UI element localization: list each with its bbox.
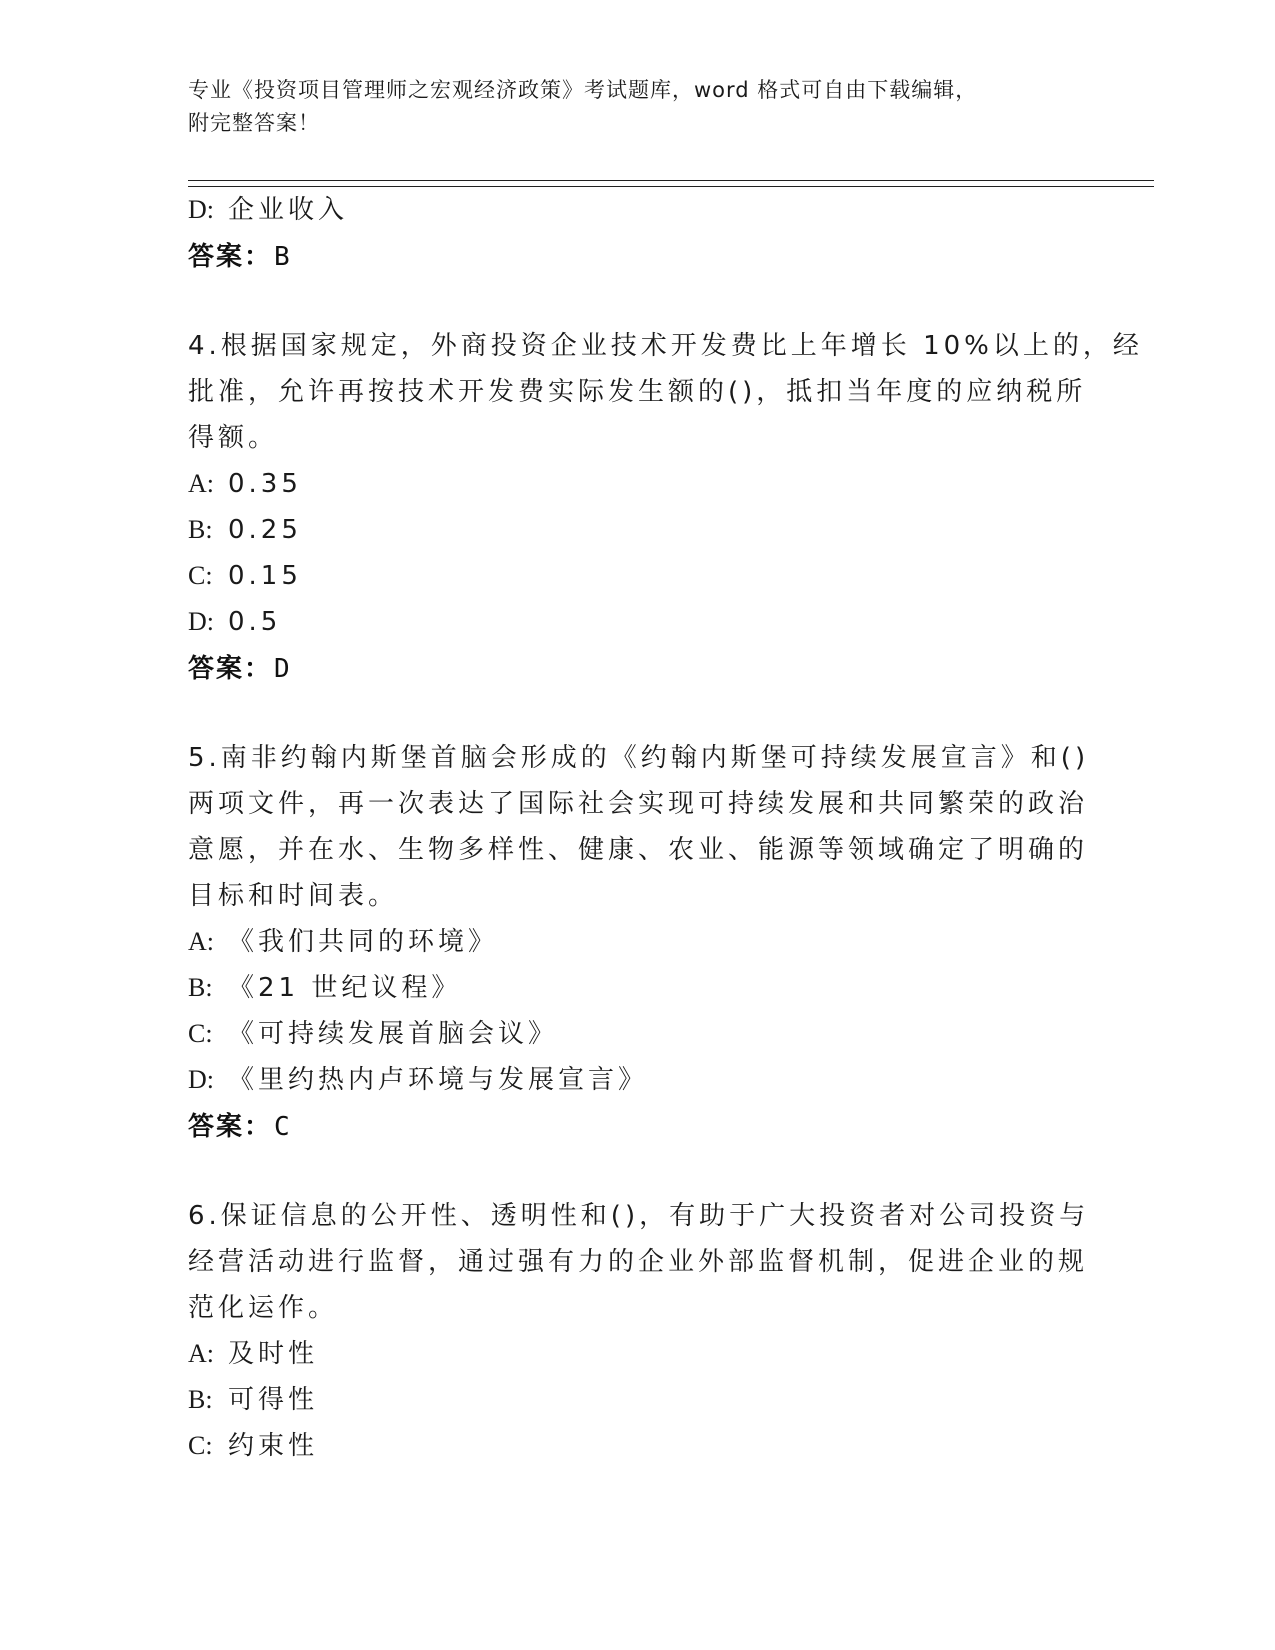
question-text-line: 目标和时间表。	[188, 881, 399, 911]
option-text: 《可持续发展首脑会议》	[228, 1019, 559, 1049]
option-key: D:	[188, 195, 214, 224]
question-text-line: 范化运作。	[188, 1293, 339, 1323]
option-key: A:	[188, 1339, 214, 1368]
option-d	[188, 1057, 1088, 1103]
option-key: C:	[188, 1431, 213, 1460]
option-text: 企业收入	[228, 195, 349, 225]
document-header	[188, 74, 1088, 140]
question-4	[188, 323, 1143, 691]
option-text: 约束性	[228, 1431, 319, 1461]
header-divider-top	[188, 180, 1154, 181]
question-text-line: 批准，允许再按技术开发费实际发生额的()，抵扣当年度的应纳税所	[188, 377, 1087, 407]
option-text: 0.25	[228, 515, 302, 545]
question-content	[188, 187, 1143, 1469]
option-key: A:	[188, 469, 214, 498]
answer-label: 答案：	[188, 241, 273, 271]
answer-label: 答案：	[188, 1111, 273, 1141]
answer-value: B	[274, 242, 292, 272]
spacer	[188, 1149, 1088, 1193]
question-6	[188, 1193, 1088, 1469]
header-title-line-2: 附完整答案！	[188, 111, 320, 135]
option-text: 0.35	[228, 469, 302, 499]
option-b	[188, 965, 1088, 1011]
header-title-line-1: 专业《投资项目管理师之宏观经济政策》考试题库，word 格式可自由下载编辑，	[188, 78, 978, 102]
option-c	[188, 1011, 1088, 1057]
question-text-line: 4.根据国家规定，外商投资企业技术开发费比上年增长 10%以上的，经	[188, 331, 1143, 361]
question-3-tail	[188, 187, 1088, 279]
option-c	[188, 553, 1088, 599]
answer-line	[188, 233, 1088, 279]
option-c	[188, 1423, 1088, 1469]
option-text: 《我们共同的环境》	[228, 927, 499, 957]
option-key: D:	[188, 1065, 214, 1094]
question-text-line: 6.保证信息的公开性、透明性和()，有助于广大投资者对公司投资与	[188, 1201, 1090, 1231]
option-key: B:	[188, 973, 213, 1002]
option-b	[188, 1377, 1088, 1423]
option-d	[188, 599, 1088, 645]
question-5	[188, 735, 1088, 1149]
option-key: C:	[188, 1019, 213, 1048]
answer-label: 答案：	[188, 653, 273, 683]
spacer	[188, 691, 1088, 735]
option-text: 0.5	[228, 607, 282, 637]
option-a	[188, 1331, 1088, 1377]
option-key: B:	[188, 515, 213, 544]
option-text: 《里约热内卢环境与发展宣言》	[228, 1065, 649, 1095]
spacer	[188, 279, 1088, 323]
question-text-line: 5.南非约翰内斯堡首脑会形成的《约翰内斯堡可持续发展宣言》和()	[188, 743, 1090, 773]
answer-value: C	[274, 1112, 292, 1142]
option-key: D:	[188, 607, 214, 636]
option-text: 0.15	[228, 561, 302, 591]
option-key: B:	[188, 1385, 213, 1414]
question-text-line: 经营活动进行监督，通过强有力的企业外部监督机制，促进企业的规	[188, 1247, 1089, 1277]
option-a	[188, 461, 1088, 507]
option-d	[188, 187, 1088, 233]
option-key: C:	[188, 561, 213, 590]
question-text-line: 意愿，并在水、生物多样性、健康、农业、能源等领域确定了明确的	[188, 835, 1089, 865]
option-b	[188, 507, 1088, 553]
option-text: 及时性	[228, 1339, 319, 1369]
option-text: 可得性	[228, 1385, 319, 1415]
answer-value: D	[274, 654, 292, 684]
option-a	[188, 919, 1088, 965]
option-key: A:	[188, 927, 214, 956]
question-text-line: 两项文件，再一次表达了国际社会实现可持续发展和共同繁荣的政治	[188, 789, 1089, 819]
answer-line	[188, 1103, 1088, 1149]
answer-line	[188, 645, 1088, 691]
question-text-line: 得额。	[188, 423, 279, 453]
option-text: 《21 世纪议程》	[228, 973, 462, 1003]
